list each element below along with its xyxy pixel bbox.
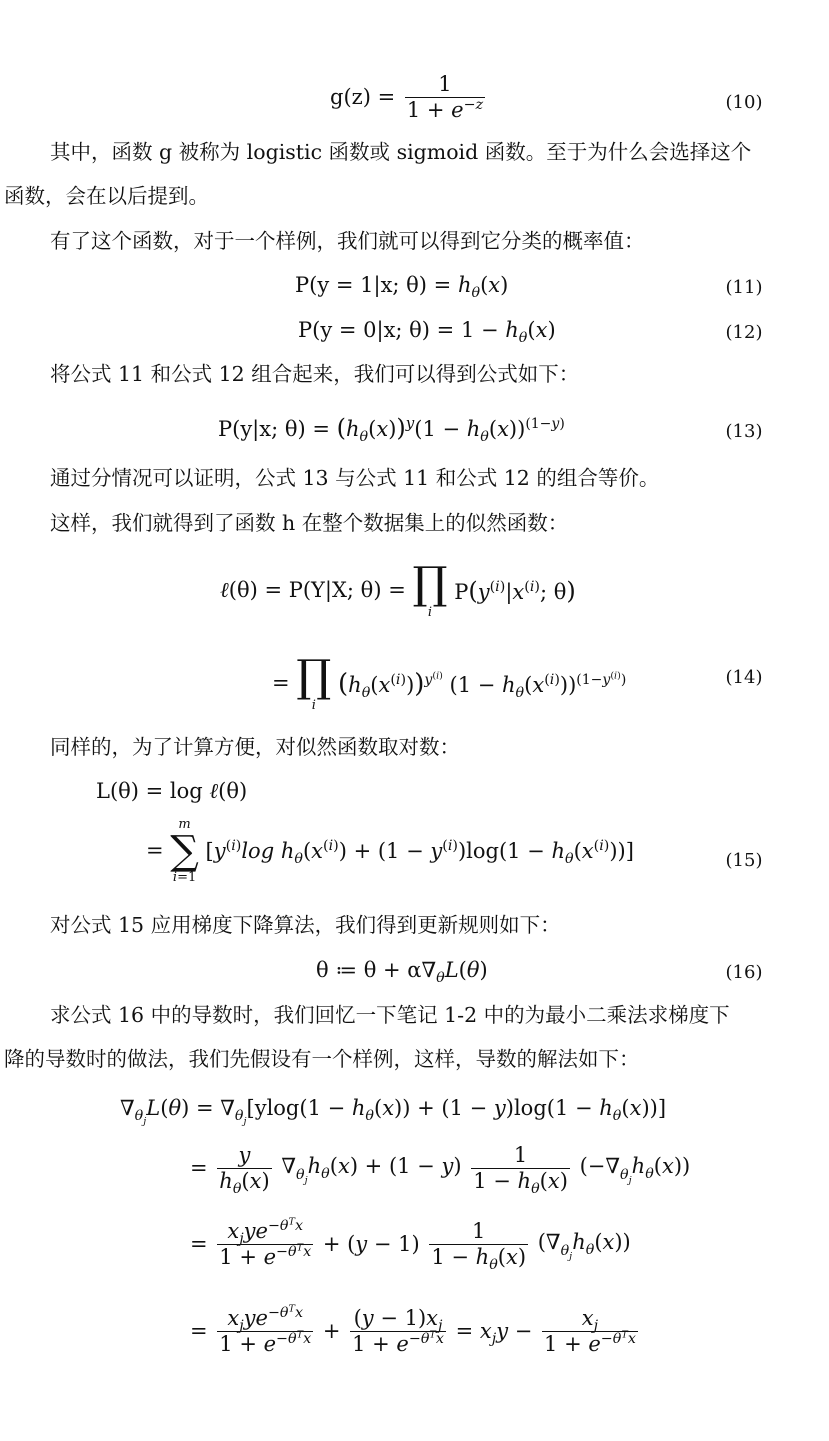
paragraph-line: 将公式 11 和公式 12 组合起来，我们可以得到公式如下：	[50, 362, 580, 386]
paragraph-line: 这样，我们就得到了函数 h 在整个数据集上的似然函数：	[50, 511, 569, 535]
paragraph-equivalence	[4, 456, 804, 500]
equation-number-16: (16)	[725, 962, 763, 983]
equation-14-line-2: = ∏ i $(h_\theta(x^{(i)}))^{y^{(i)}}$ $(1 - h_\theta(x^{(i)}))^{(1-y^{(i)})}$	[272, 651, 627, 713]
derivation-line-4: = $\frac{x_jye^{-\theta^Tx}}{1 + e^{-\theta^Tx}}$ + $\frac{(y - 1)x_j}{1 + e^{-\theta^Tx}}$ = $x_jy$ − $\frac{x_j}{1 + e^{-\theta^Tx}}$	[190, 1303, 636, 1356]
paragraph-derivative	[4, 993, 804, 1037]
paragraph-line: 对公式 15 应用梯度下降算法，我们得到更新规则如下：	[50, 913, 561, 937]
paragraph-line: 其中，函数 g 被称为 logistic 函数或 sigmoid 函数。至于为什么会选择这个	[50, 140, 752, 164]
equation-13: P(y|x; $\theta) = (h_\theta(x))^y(1 - h_\theta(x))^{(1-y)}$	[218, 414, 565, 446]
derivation-line-2: = $\frac{y}{h_\theta(x)}$ $\nabla_{\theta_j}h_\theta(x) + (1 - y)$ $\frac{1}{1 - h_\theta(x)}$ $(-\nabla_{\theta_j}h_\theta(x))$	[190, 1143, 691, 1198]
paragraph-sigmoid-continued	[4, 174, 804, 218]
paragraph-probability	[4, 219, 804, 263]
equation-15-line-1: L(θ) = log ℓ(θ)	[96, 779, 248, 803]
paragraph-line: 有了这个函数，对于一个样例，我们就可以得到它分类的概率值：	[50, 229, 645, 253]
equation-number-15: (15)	[725, 850, 763, 871]
equation-number-12: (12)	[725, 322, 763, 343]
equation-number-14: (14)	[725, 667, 763, 688]
equation-15-line-2: = m ∑ i=1 [$y^{(i)}\log$ $h_\theta(x^{(i)}) + (1 - y^{(i)})\log(1 - h_\theta(x^{(i)}))$]	[146, 817, 634, 885]
derivation-line-1: $\nabla_{\theta_j}L(\theta) = \nabla_{\theta_j}[ylog(1 - h_\theta(x)) + (1 - y)\log(1 - h_\theta(x))]$	[120, 1096, 667, 1128]
equation-number-13: (13)	[725, 421, 763, 442]
paragraph-line: 求公式 16 中的导数时，我们回忆一下笔记 1-2 中的为最小二乘法求梯度下	[50, 1003, 730, 1027]
paragraph-log-likelihood	[4, 725, 804, 769]
equation-11: P(y = 1|x; $\theta) = h_\theta(x)$	[295, 273, 509, 302]
paragraph-combine	[4, 352, 804, 396]
equation-12: P(y = 0|x; $\theta) = 1 - h_\theta(x)$	[298, 318, 556, 347]
paragraph-line: 降的导数时的做法，我们先假设有一个样例，这样，导数的解法如下：	[4, 1047, 640, 1071]
paragraph-line: 函数，会在以后提到。	[4, 184, 209, 208]
equation-14-line-1: ℓ(θ) = P(Y|X; θ) = ∏ i $P(y^{(i)}|x^{(i)}$; θ)	[220, 558, 576, 620]
equation-16: θ ≔ $\theta + \alpha\nabla_\theta L(\theta)$	[316, 958, 488, 987]
paragraph-derivative-continued	[4, 1037, 804, 1081]
derivation-line-3: = $\frac{x_jye^{-\theta^Tx}}{1 + e^{-\theta^Tx}}$ + (y − 1) $\frac{1}{1 - h_\theta(x)}$ $(\nabla_{\theta_j}h_\theta(x))$	[190, 1216, 631, 1274]
paragraph-likelihood	[4, 501, 804, 545]
paragraph-gradient	[4, 903, 804, 947]
paragraph-line: 同样的，为了计算方便，对似然函数取对数：	[50, 735, 460, 759]
equation-10: g(z) = $\frac{1}{1 + e^{-z}}$	[330, 72, 484, 122]
paragraph-line: 通过分情况可以证明，公式 13 与公式 11 和公式 12 的组合等价。	[50, 466, 660, 490]
equation-number-10: (10)	[725, 92, 763, 113]
equation-number-11: (11)	[725, 277, 763, 298]
paragraph-sigmoid	[4, 130, 804, 174]
